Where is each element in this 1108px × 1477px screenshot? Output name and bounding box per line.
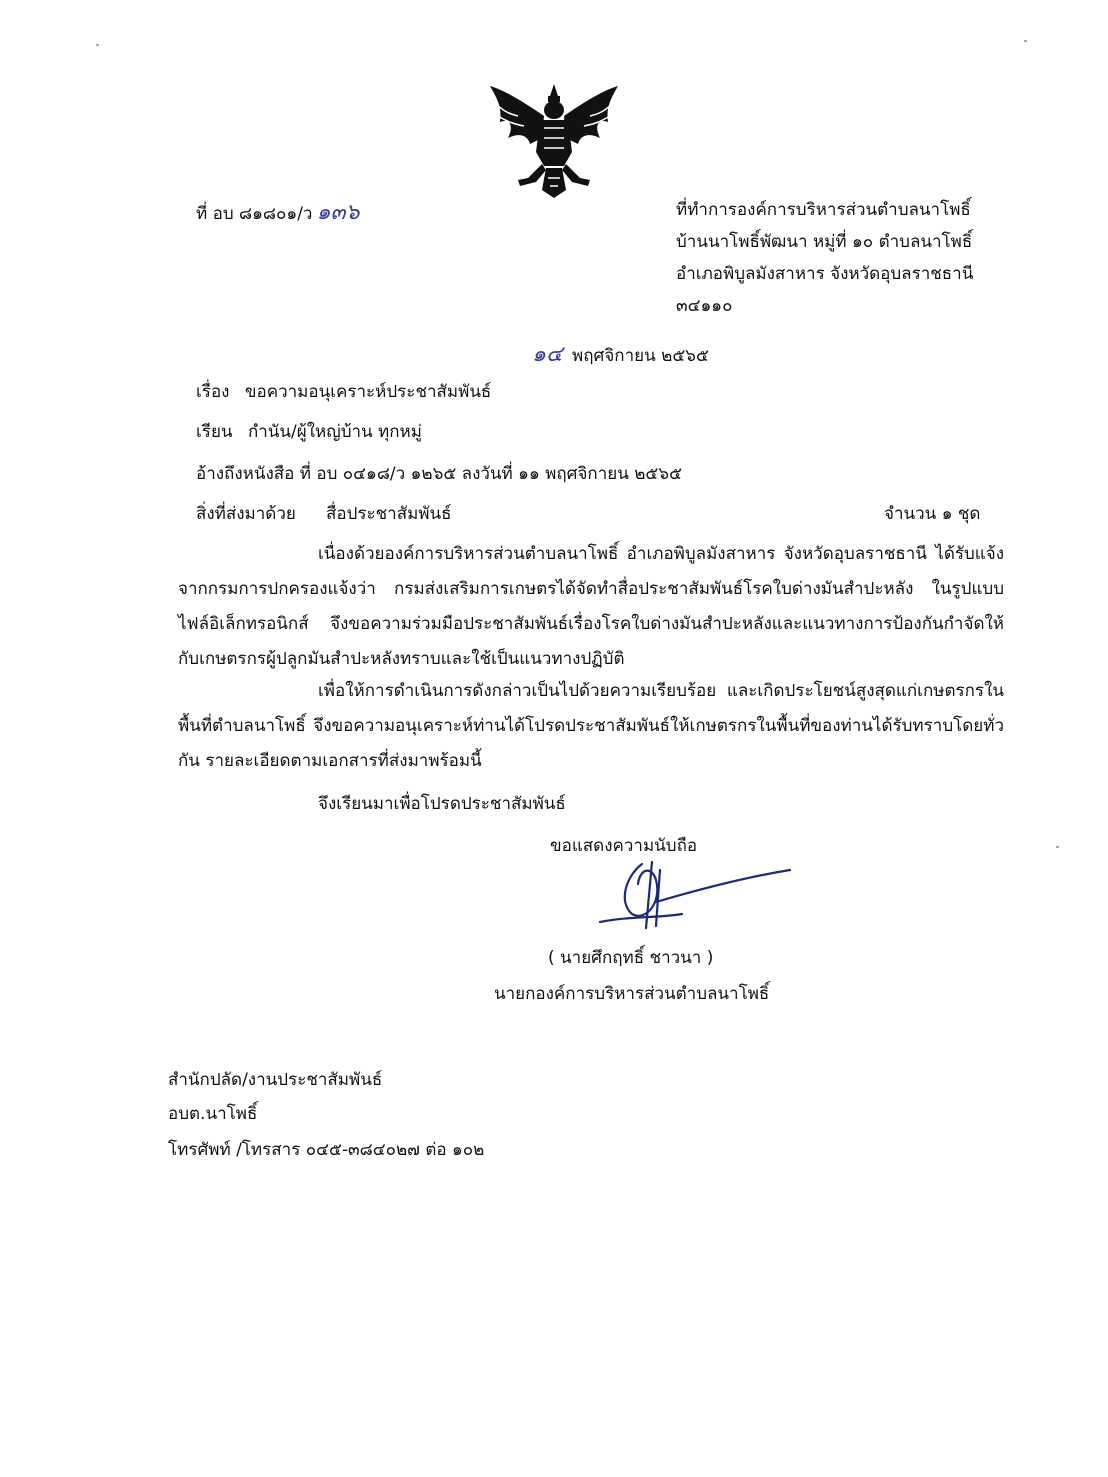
sender-address-line: อำเภอพิบูลมังสาหาร จังหวัดอุบลราชธานี	[676, 264, 974, 284]
footer-office: สำนักปลัด/งานประชาสัมพันธ์	[168, 1070, 383, 1090]
recipient-label: เรียน	[196, 422, 233, 442]
handwritten-signature	[590, 856, 800, 936]
subject-label: เรื่อง	[196, 382, 230, 402]
signatory-position: นายกองค์การบริหารส่วนตำบลนาโพธิ์	[494, 984, 770, 1004]
body-paragraph-1: เนื่องด้วยองค์การบริหารส่วนตำบลนาโพธิ์ อำเภอพิบูลมังสาหาร จังหวัดอุบลราชธานี ได้รับแจ้งจากกรมการปกครองแจ้งว่า กรมส่งเสริมการเกษตรได้จัดทำสื่อประชาสัมพันธ์โรคใบด่างมันสำปะหลัง ในรูปแบบไฟล์อิเล็กทรอนิกส์ จึงขอความร่วมมือประชาสัมพันธ์เรื่องโรคใบด่างมันสำปะหลังและแนวทางการป้องกันกำจัดให้กับเกษตรกรผู้ปลูกมันสำปะหลังทราบและใช้เป็นแนวทางปฏิบัติ	[178, 544, 1004, 669]
enclosure-quantity: จำนวน ๑ ชุด	[884, 504, 981, 524]
sender-address-line: บ้านนาโพธิ์พัฒนา หมู่ที่ ๑๐ ตำบลนาโพธิ์	[676, 232, 973, 252]
document-number	[196, 194, 359, 229]
scan-speck	[1024, 40, 1027, 42]
date-day-handwritten: ๑๔	[532, 342, 563, 367]
garuda-emblem-icon	[484, 82, 624, 200]
scan-speck	[96, 44, 99, 46]
enclosure-label: สิ่งที่ส่งมาด้วย	[196, 504, 296, 524]
scan-speck	[1056, 846, 1059, 848]
footer-phone: โทรศัพท์ /โทรสาร ๐๔๕-๓๘๔๐๒๗ ต่อ ๑๐๒	[168, 1140, 485, 1160]
sender-postcode: ๓๔๑๑๐	[676, 296, 733, 316]
sender-address-line: ที่ทำการองค์การบริหารส่วนตำบลนาโพธิ์	[676, 200, 971, 220]
body-paragraph-2: เพื่อให้การดำเนินการดังกล่าวเป็นไปด้วยความเรียบร้อย และเกิดประโยชน์สูงสุดแก่เกษตรกรในพื้นที่ตำบลนาโพธิ์ จึงขอความอนุเคราะห์ท่านได้โปรดประชาสัมพันธ์ให้เกษตรกรในพื้นที่ของท่านได้รับทราบโดยทั่วกัน รายละเอียดตามเอกสารที่ส่งมาพร้อมนี้	[178, 681, 1004, 771]
closing-request: จึงเรียนมาเพื่อโปรดประชาสัมพันธ์	[318, 794, 566, 814]
document-date	[532, 336, 709, 371]
subject-text: ขอความอนุเคราะห์ประชาสัมพันธ์	[244, 382, 492, 402]
enclosure-item: สื่อประชาสัมพันธ์	[326, 504, 452, 524]
complimentary-close: ขอแสดงความนับถือ	[550, 836, 698, 856]
date-month-year: พฤศจิกายน ๒๕๖๕	[572, 346, 709, 366]
signatory-name: ( นายศึกฤทธิ์ ชาวนา )	[548, 948, 714, 968]
footer-organization: อบต.นาโพธิ์	[168, 1104, 258, 1124]
recipient-text: กำนัน/ผู้ใหญ่บ้าน ทุกหมู่	[247, 422, 422, 442]
reference-line: อ้างถึงหนังสือ ที่ อบ ๐๔๑๘/ว ๑๒๖๕ ลงวันที่ ๑๑ พฤศจิกายน ๒๕๖๕	[196, 464, 682, 484]
recipient-line	[196, 418, 422, 445]
document-number-handwritten: ๑๓๖	[316, 200, 360, 225]
subject-line	[196, 378, 491, 405]
document-number-printed: ที่ อบ ๘๑๘๐๑/ว	[196, 204, 313, 224]
